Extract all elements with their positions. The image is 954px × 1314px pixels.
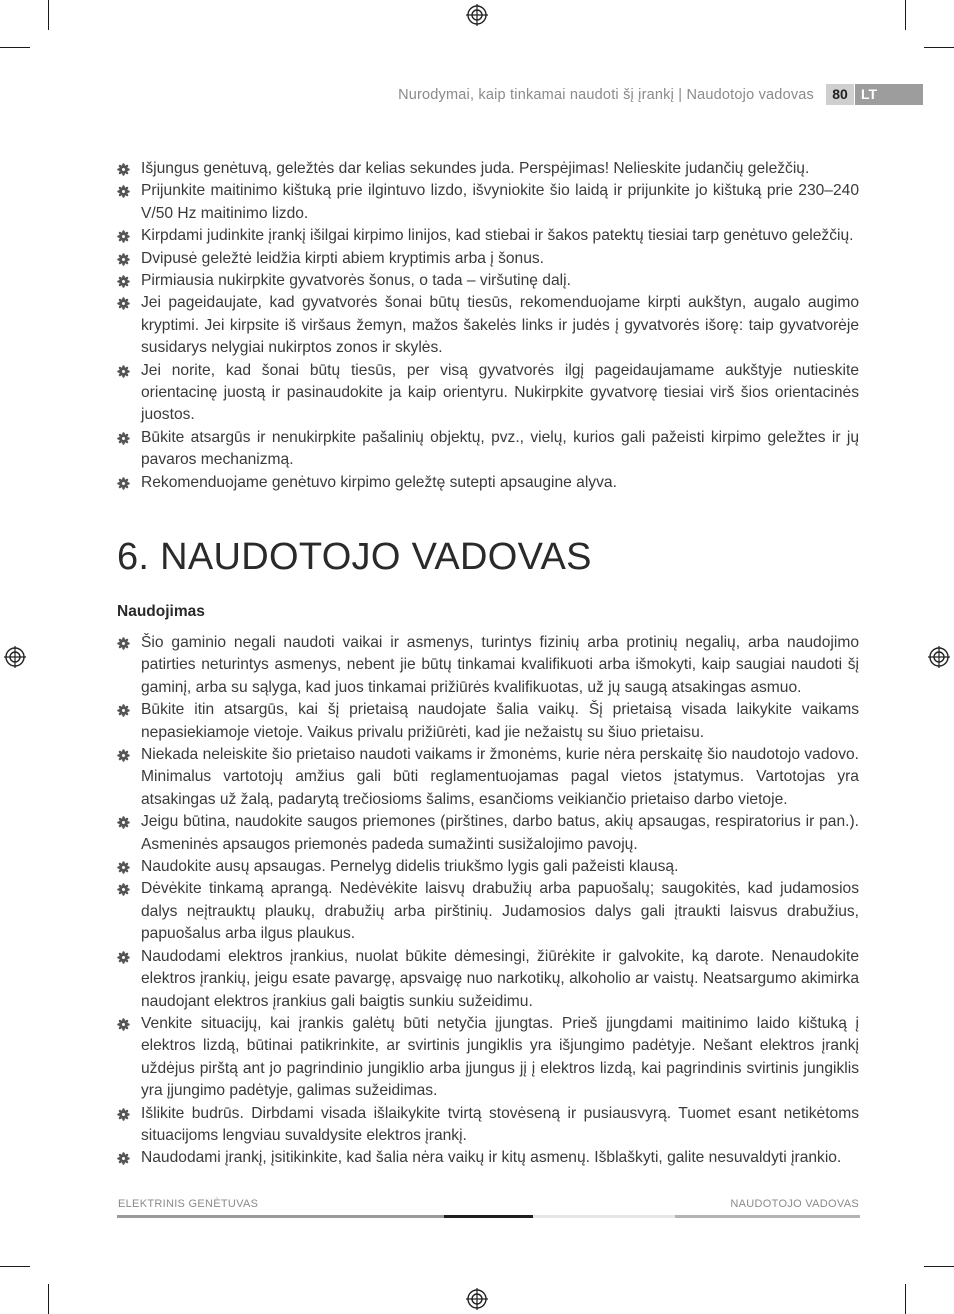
flower-bullet-icon (117, 749, 130, 762)
crop-mark (924, 1266, 954, 1267)
flower-bullet-icon (117, 297, 130, 310)
list-item-text: Prijunkite maitinimo kištuką prie ilgintuvo lizdo, išvyniokite šio laidą ir prijunkite jo kištuką prie 230–240 V/50 Hz maitinimo lizdo. (141, 182, 859, 222)
list-item-text: Niekada neleiskite šio prietaiso naudoti vaikams ir žmonėms, kurie nėra perskaitę šio naudotojo vadovo. Minimalus vartotojų amžius gali būti reglamentuojamas pagal vietos įstatymus. Vartotojas yra atsakingas už žalą, padarytą trečiosioms šalims, esančioms veikiančio prietaiso darbo vietoje. (141, 746, 859, 808)
section-title: 6. NAUDOTOJO VADOVAS (117, 536, 592, 578)
flower-bullet-icon (117, 477, 130, 490)
running-header: Nurodymai, kaip tinkamai naudoti šį įrankį | Naudotojo vadovas (398, 87, 814, 103)
registration-mark-icon (466, 4, 488, 26)
flower-bullet-icon (117, 275, 130, 288)
list-item (117, 360, 859, 427)
list-item-text: Dvipusė geležtė leidžia kirpti abiem kryptimis arba į šonus. (141, 249, 545, 267)
safety-list (117, 632, 859, 1170)
flower-bullet-icon (117, 861, 130, 874)
flower-bullet-icon (117, 163, 130, 176)
list-item-text: Išjungus genėtuvą, geležtės dar kelias sekundes juda. Perspėjimas! Nelieskite judančių geležčių. (141, 160, 810, 177)
page-number: 80 (826, 84, 854, 105)
flower-bullet-icon (117, 185, 130, 198)
list-item-text: Venkite situacijų, kai įrankis galėtų būti netyčia įjungtas. Prieš įjungdami maitinimo laido kištuką į elektros lizdą, būtinai patikrinkite, ar svirtinis jungiklis yra išjungimo padėtyje. Nešant elektros įrankį uždėjus pirštą ant jo pagrindinio jungiklio arba įjungus jį į elektros lizdą, kai pagrindinis svirtinis jungiklis yra įjungimo padėtyje, galimas sužeidimas. (141, 1014, 859, 1100)
crop-mark (905, 0, 906, 30)
list-item (117, 472, 859, 494)
footer-bar (117, 1215, 444, 1218)
list-item (117, 1103, 859, 1148)
flower-bullet-icon (117, 883, 130, 896)
list-item (117, 699, 859, 744)
list-item (117, 180, 859, 225)
list-item-text: Kirpdami judinkite įrankį išilgai kirpimo linijos, kad stiebai ir šakos patektų tiesiai tarp genėtuvo geležčių. (141, 227, 854, 245)
list-item-text: Rekomenduojame genėtuvo kirpimo geležtę sutepti apsaugine alyva. (141, 473, 617, 491)
flower-bullet-icon (117, 1108, 130, 1121)
crop-mark (48, 0, 49, 30)
list-item (117, 811, 859, 856)
flower-bullet-icon (117, 432, 130, 445)
list-item (117, 292, 859, 359)
footer-left: ELEKTRINIS GENĖTUVAS (118, 1198, 259, 1210)
footer-bar (533, 1215, 675, 1218)
list-item-text: Pirmiausia nukirpkite gyvatvorės šonus, o tada – viršutinę dalį. (141, 272, 571, 290)
subheading: Naudojimas (117, 603, 205, 620)
list-item (117, 158, 859, 180)
flower-bullet-icon (117, 1018, 130, 1031)
list-item-text: Būkite itin atsargūs, kai šį prietaisą naudojate šalia vaikų. Šį prietaisą visada laikykite vaikams nepasiekiamoje vietoje. Vaikus privalu prižiūrėti, kad jie nežaistų su šiuo prietaisu. (141, 701, 859, 741)
flower-bullet-icon (117, 704, 130, 717)
list-item-text: Naudodami įrankį, įsitikinkite, kad šalia nėra vaikų ir kitų asmenų. Išblaškyti, galite nesuvaldyti įrankio. (141, 1149, 842, 1167)
list-item-text: Būkite atsargūs ir nenukirpkite pašalinių objektų, pvz., vielų, kurios gali pažeisti kirpimo geležtes ir jų pavaros mechanizmą. (141, 428, 859, 469)
footer-bar (444, 1215, 533, 1218)
footer-right: NAUDOTOJO VADOVAS (730, 1198, 859, 1210)
registration-mark-icon (928, 646, 950, 668)
registration-mark-icon (4, 646, 26, 668)
list-item (117, 946, 859, 1013)
list-item (117, 1147, 859, 1169)
list-item-text: Šio gaminio negali naudoti vaikai ir asmenys, turintys fizinių arba protinių negalių, arba naudojimo patirties neturintys asmenys, nebent jie būtų tinkamai kvalifikuoti arba išmokyti, kaip saugiai naudoti šį gaminį, arba su sąlyga, kad juos tinkamai prižiūrės kvalifikuotas, už jų saugą atsakingas asmuo. (141, 634, 859, 696)
crop-mark (0, 1266, 30, 1267)
flower-bullet-icon (117, 816, 130, 829)
flower-bullet-icon (117, 951, 130, 964)
list-item (117, 225, 859, 247)
crop-mark (924, 47, 954, 48)
list-item-text: Išlikite budrūs. Dirbdami visada išlaikykite tvirtą stovėseną ir pusiausvyrą. Tuomet esant netikėtoms situacijoms lengviau suvaldysite elektros įrankį. (141, 1104, 859, 1144)
list-item (117, 856, 859, 878)
flower-bullet-icon (117, 637, 130, 650)
flower-bullet-icon (117, 365, 130, 378)
instruction-list (117, 158, 859, 494)
crop-mark (905, 1284, 906, 1314)
list-item (117, 427, 859, 472)
crop-mark (0, 47, 30, 48)
list-item (117, 744, 859, 811)
registration-mark-icon (466, 1288, 488, 1310)
flower-bullet-icon (117, 230, 130, 243)
list-item-text: Naudodami elektros įrankius, nuolat būkite dėmesingi, žiūrėkite ir galvokite, ką darote. Nenaudokite elektros įrankių, jeigu esate pavargę, apsvaigę nuo narkotikų, alkoholio ar vaistų. Neatsargumo akimirka naudojant elektros įrankius gali baigtis sunkiu sužeidimu. (141, 947, 859, 1010)
list-item (117, 878, 859, 945)
list-item (117, 632, 859, 699)
list-item (117, 270, 859, 292)
list-item-text: Dėvėkite tinkamą aprangą. Nedėvėkite laisvų drabužių arba papuošalų; saugokitės, kad judamosios dalys neįtrauktų plaukų, drabužių arba pirštinių. Judamosios dalys gali įtraukti laisvus drabužius, papuošalus arba ilgus plaukus. (141, 880, 859, 943)
language-tag: LT (855, 84, 923, 105)
flower-bullet-icon (117, 1152, 130, 1165)
list-item-text: Jeigu būtina, naudokite saugos priemones (pirštines, darbo batus, akių apsaugas, respiratorius ir pan.). Asmeninės apsaugos priemonės padeda sumažinti susižalojimo pavojų. (141, 813, 859, 853)
list-item-text: Jei pageidaujate, kad gyvatvorės šonai būtų tiesūs, rekomenduojame kirpti aukštyn, augalo augimo kryptimi. Jei kirpsite iš viršaus žemyn, mažos šakelės links ir judės į gyvatvorės išorę: taip gyvatvorėje susidarys nelygiai nukirptos zonos ir skylės. (141, 294, 859, 357)
crop-mark (48, 1284, 49, 1314)
list-item-text: Naudokite ausų apsaugas. Pernelyg didelis triukšmo lygis gali pažeisti klausą. (141, 858, 679, 876)
list-item (117, 248, 859, 270)
list-item (117, 1013, 859, 1103)
flower-bullet-icon (117, 253, 130, 266)
list-item-text: Jei norite, kad šonai būtų tiesūs, per visą gyvatvorės ilgį pageidaujamame aukštyje nutieskite orientacinę juostą ir pasinaudokite ja kaip orientyru. Nukirpkite gyvatvorę tiesiai virš šios orientacinės juostos. (141, 361, 859, 424)
footer-bar (675, 1215, 860, 1218)
